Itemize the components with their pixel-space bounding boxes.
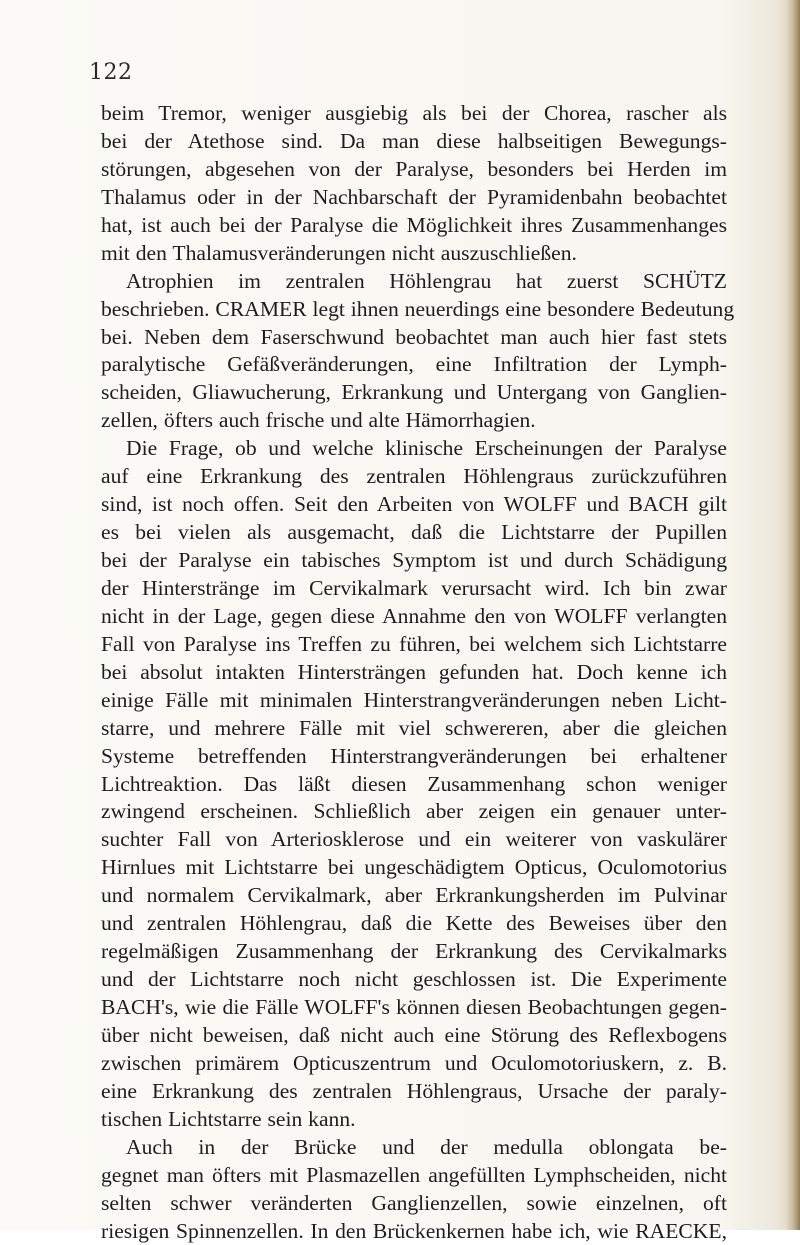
text-line: Auch in der Brücke und der medulla oblongata be- [101, 1134, 727, 1162]
text-line: bei. Neben dem Faserschwund beobachtet man auch hier fast stets [101, 324, 727, 352]
text-line: hat, ist auch bei der Paralyse die Möglichkeit ihres Zusammenhanges [101, 212, 727, 240]
text-line: starre, und mehrere Fälle mit viel schwereren, aber die gleichen [101, 715, 727, 743]
text-line: Fall von Paralyse ins Treffen zu führen, bei welchem sich Lichtstarre [101, 631, 727, 659]
text-line: der Hinterstränge im Cervikalmark verursacht wird. Ich bin zwar [101, 575, 727, 603]
text-line: Die Frage, ob und welche klinische Erscheinungen der Paralyse [101, 435, 727, 463]
text-line: störungen, abgesehen von der Paralyse, besonders bei Herden im [101, 156, 727, 184]
text-line: bei der Paralyse ein tabisches Symptom ist und durch Schädigung [101, 547, 727, 575]
text-line: nicht in der Lage, gegen diese Annahme den von WOLFF verlangten [101, 603, 727, 631]
text-line: zwischen primärem Opticuszentrum und Oculomotoriuskern, z. B. [101, 1050, 727, 1078]
body-text [101, 100, 727, 1245]
text-line: gegnet man öfters mit Plasmazellen angefüllten Lymphscheiden, nicht [101, 1162, 727, 1190]
text-line: sind, ist noch offen. Seit den Arbeiten von WOLFF und BACH gilt [101, 491, 727, 519]
text-line: paralytische Gefäßveränderungen, eine Infiltration der Lymph- [101, 351, 727, 379]
text-line: und der Lichtstarre noch nicht geschlossen ist. Die Experimente [101, 966, 727, 994]
text-line: tischen Lichtstarre sein kann. [101, 1106, 727, 1134]
text-line: auf eine Erkrankung des zentralen Höhlengraus zurückzuführen [101, 463, 727, 491]
text-line: bei absolut intakten Hintersträngen gefunden hat. Doch kenne ich [101, 659, 727, 687]
text-line: scheiden, Gliawucherung, Erkrankung und Untergang von Ganglien- [101, 379, 727, 407]
text-line: einige Fälle mit minimalen Hinterstrangveränderungen neben Licht- [101, 687, 727, 715]
text-line: beim Tremor, weniger ausgiebig als bei der Chorea, rascher als [101, 100, 727, 128]
text-line: über nicht beweisen, daß nicht auch eine Störung des Reflexbogens [101, 1022, 727, 1050]
page-number: 122 [89, 60, 133, 85]
text-line: Systeme betreffenden Hinterstrangveränderungen bei erhaltener [101, 743, 727, 771]
text-line: Lichtreaktion. Das läßt diesen Zusammenhang schon weniger [101, 771, 727, 799]
text-line: mit den Thalamusveränderungen nicht auszuschließen. [101, 240, 727, 268]
text-line: zwingend erscheinen. Schließlich aber zeigen ein genauer unter- [101, 798, 727, 826]
text-line: regelmäßigen Zusammenhang der Erkrankung des Cervikalmarks [101, 938, 727, 966]
text-line: riesigen Spinnenzellen. In den Brückenkernen habe ich, wie RAECKE, [101, 1218, 727, 1245]
text-line: BACH's, wie die Fälle WOLFF's können diesen Beobachtungen gegen- [101, 994, 727, 1022]
text-line: es bei vielen als ausgemacht, daß die Lichtstarre der Pupillen [101, 519, 727, 547]
text-line: zellen, öfters auch frische und alte Hämorrhagien. [101, 407, 727, 435]
text-line: eine Erkrankung des zentralen Höhlengraus, Ursache der paraly- [101, 1078, 727, 1106]
text-line: Thalamus oder in der Nachbarschaft der Pyramidenbahn beobachtet [101, 184, 727, 212]
page-edge-shadow [786, 0, 800, 1230]
text-line: bei der Atethose sind. Da man diese halbseitigen Bewegungs- [101, 128, 727, 156]
text-line: Atrophien im zentralen Höhlengrau hat zuerst SCHÜTZ [101, 268, 727, 296]
text-line: und zentralen Höhlengrau, daß die Kette des Beweises über den [101, 910, 727, 938]
text-line: selten schwer veränderten Ganglienzellen, sowie einzelnen, oft [101, 1190, 727, 1218]
text-line: und normalem Cervikalmark, aber Erkrankungsherden im Pulvinar [101, 882, 727, 910]
text-line: Hirnlues mit Lichtstarre bei ungeschädigtem Opticus, Oculomotorius [101, 854, 727, 882]
text-line: suchter Fall von Arteriosklerose und ein weiterer von vaskulärer [101, 826, 727, 854]
text-line: beschrieben. CRAMER legt ihnen neuerdings eine besondere Bedeutung [101, 296, 727, 324]
